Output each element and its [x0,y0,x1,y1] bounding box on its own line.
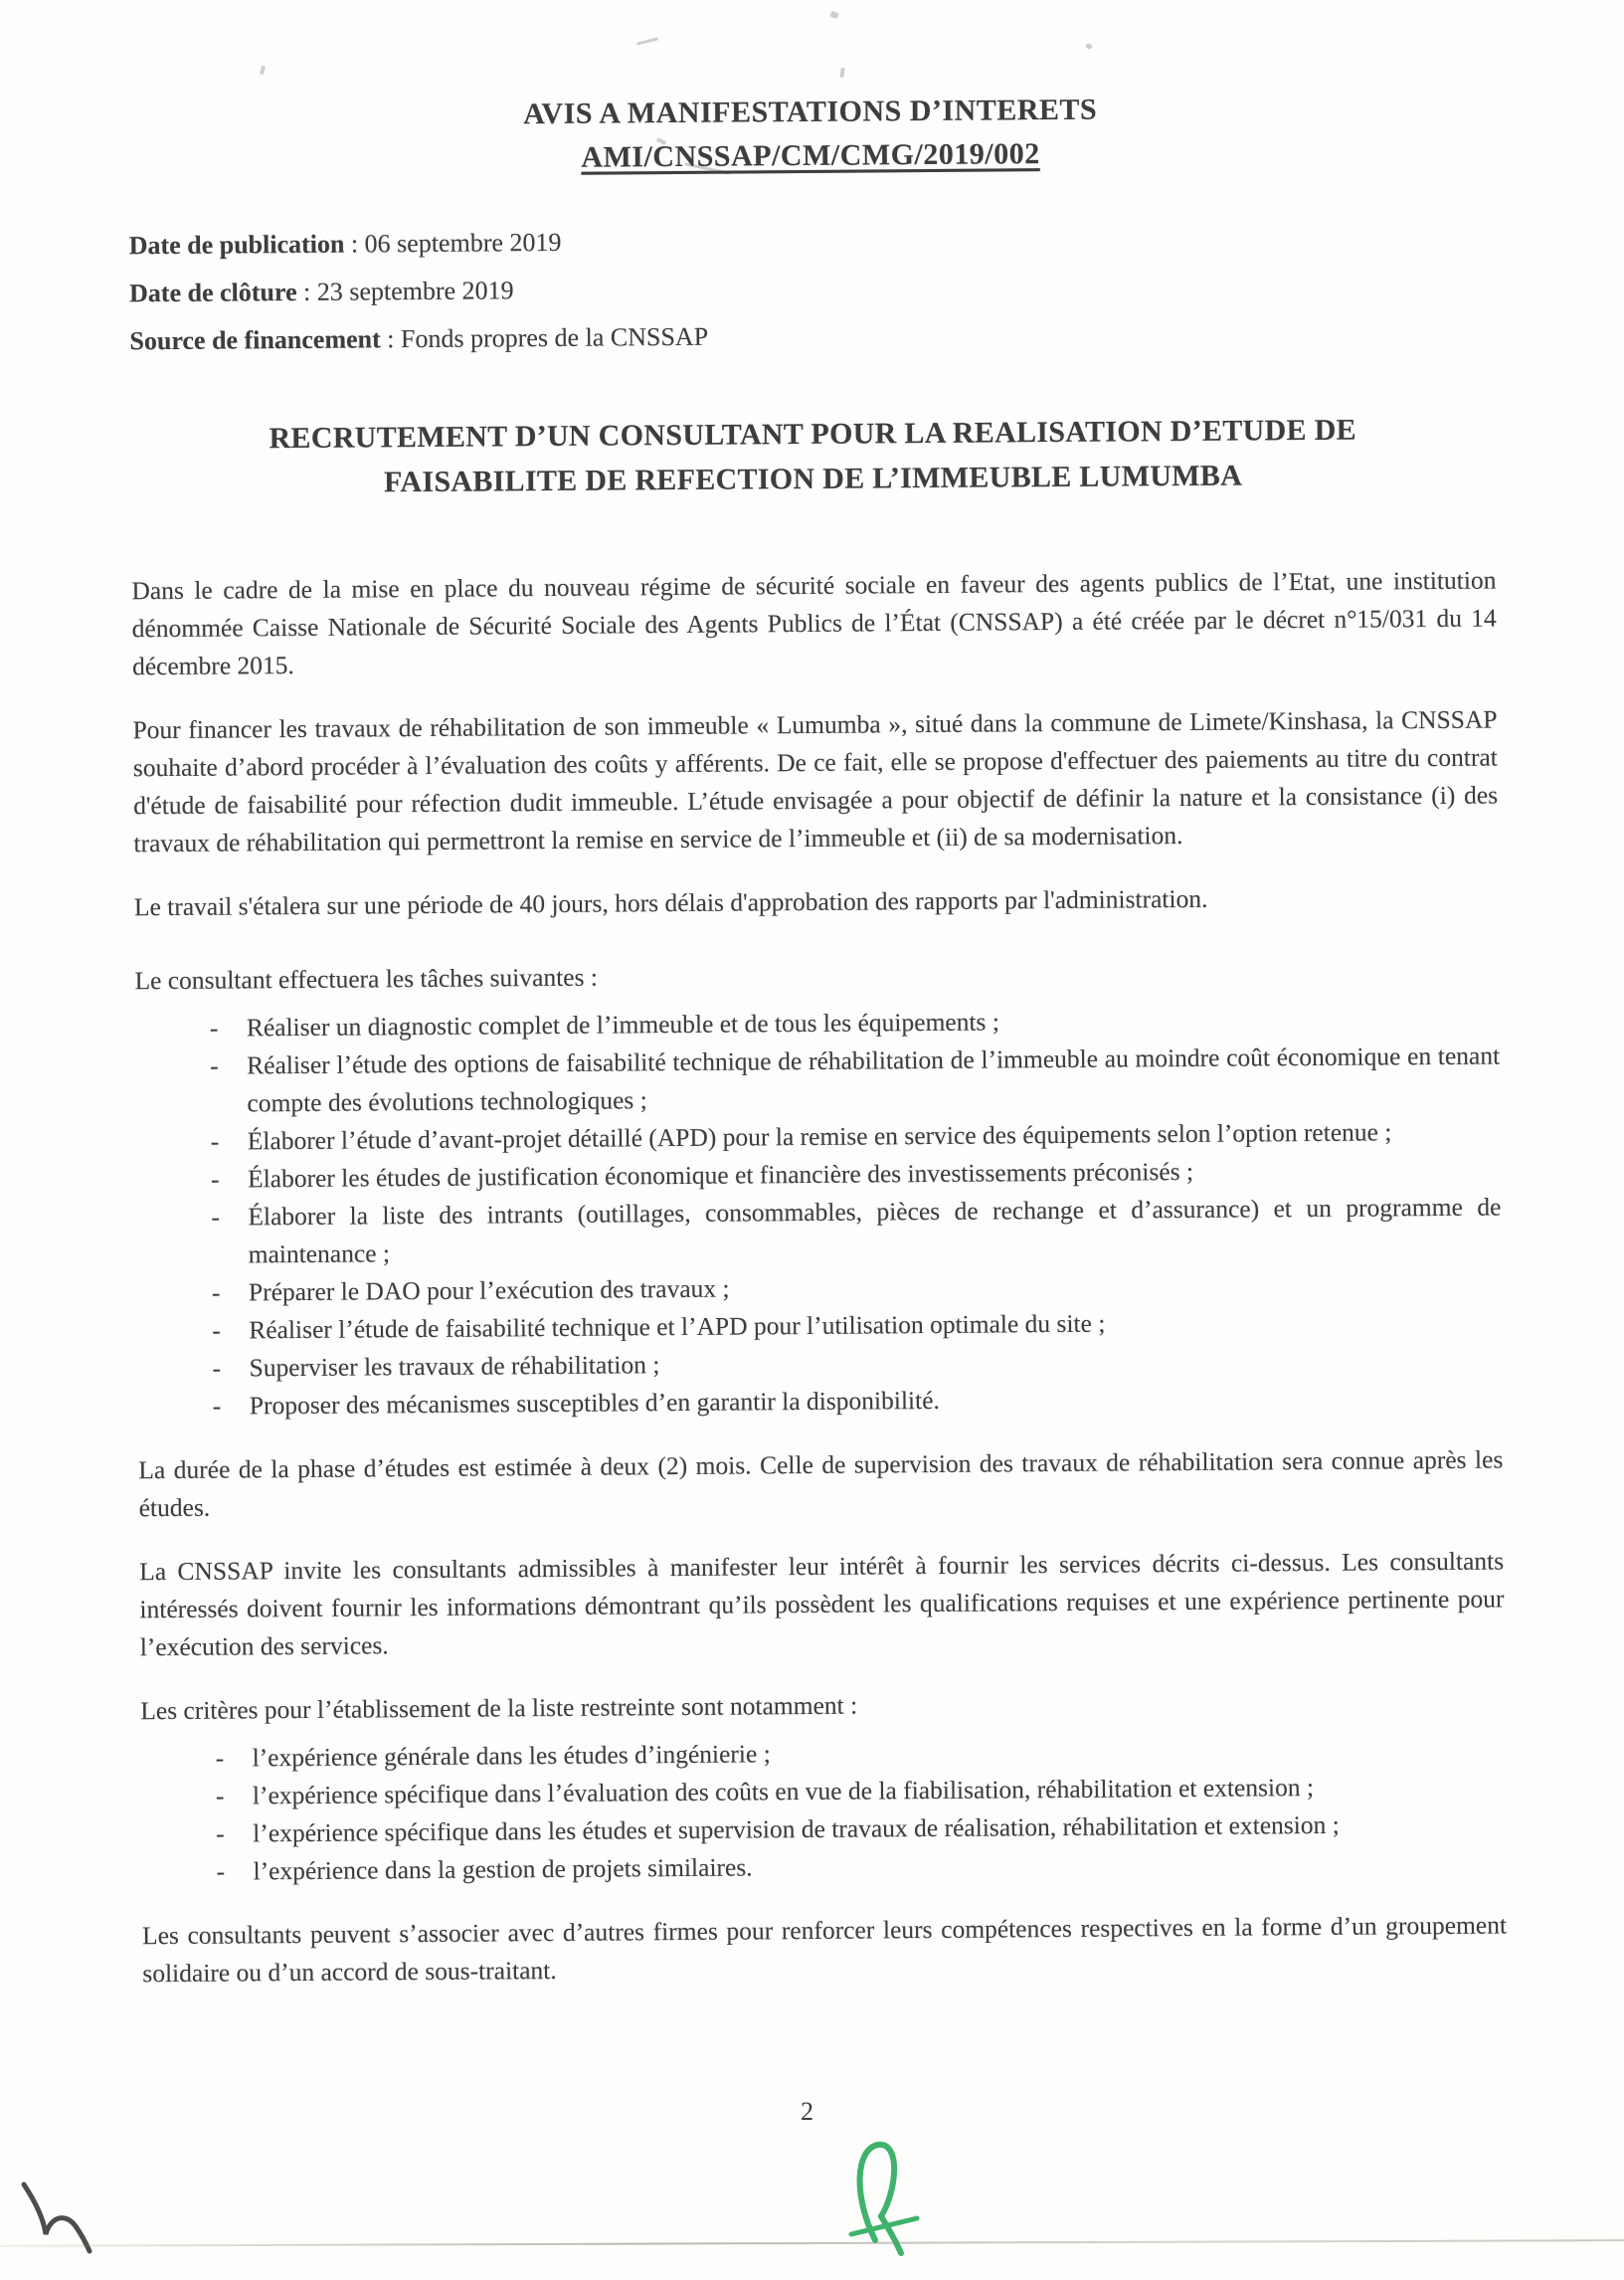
meta-separator: : [380,324,402,354]
task-item-text: Superviser les travaux de réhabilitation ; [249,1350,660,1383]
document-heading [130,407,1496,507]
document-content [128,86,1508,1994]
document-heading-line2: FAISABILITE DE REFECTION DE L’IMMEUBLE LUMUMBA [383,459,1243,499]
meta-separator: : [344,229,365,259]
task-list [135,1000,1503,1426]
meta-label-closing: Date de clôture [128,277,297,308]
scan-speckle [260,66,266,76]
document-heading-line1: RECRUTEMENT D’UN CONSULTANT POUR LA REALISATION D’ETUDE DE [269,413,1357,456]
page-number: 2 [801,2097,813,2126]
task-item [135,1038,1501,1124]
bullet-dash: - [216,1818,225,1848]
bullet-dash: - [215,1743,225,1773]
meta-value-closing: 23 septembre 2019 [316,276,514,306]
task-item-text: Réaliser l’étude de faisabilité technique et l’APD pour l’utilisation optimale du site ; [249,1308,1106,1345]
paragraph-tasks-intro: Le consultant effectuera les tâches suivantes : [134,962,599,996]
paragraph-intro: Dans le cadre de la mise en place du nouveau régime de sécurité sociale en faveur des agents publics de l’Etat, une institution dénommée Caisse Nationale de Sécurité Sociale des Agents Publics de l’État (CNSSAP) a été créée par le décret n°15/031 du 14 décembre 2015. [131,565,1497,681]
scan-speckle [829,11,839,19]
bullet-dash: - [210,1050,219,1080]
criteria-list [141,1729,1507,1891]
scan-speckle [1085,43,1093,50]
paragraph-association: Les consultants peuvent s’associer avec d’autres firmes pour renforcer leurs compétences respectives en la forme d’un groupement solidaire ou d’un accord de sous-traitant. [141,1910,1508,1989]
criteria-item-text: l’expérience spécifique dans l’évaluation des coûts en vue de la fiabilisation, réhabilitation et extension ; [252,1773,1315,1810]
meta-value-funding: Fonds propres de la CNSSAP [400,321,709,354]
green-pen-initial-signature-icon [843,2135,953,2259]
meta-block [129,219,1495,358]
document-reference: AMI/CNSSAP/CM/CMG/2019/002 [581,137,1040,174]
meta-value-publication: 06 septembre 2019 [364,227,562,259]
document-title-block [128,86,1494,184]
bullet-dash: - [216,1856,226,1886]
bullet-dash: - [209,1013,219,1043]
task-item-text: Élaborer les études de justification économique et financière des investissements préconisés ; [247,1156,1194,1194]
paragraph-study-phase: La durée de la phase d’études est estimée à deux (2) mois. Celle de supervision des travaux de réhabilitation sera connue après les études. [138,1444,1504,1523]
bullet-dash: - [212,1391,222,1421]
paragraph-duration-40-days: Le travail s'étalera sur une période de 40 jours, hors délais d'approbation des rapports par l'administration. [133,883,1208,922]
bullet-dash: - [210,1126,220,1156]
bullet-dash: - [211,1277,221,1307]
task-item-text: Préparer le DAO pour l’exécution des travaux ; [248,1273,730,1307]
dark-pen-squiggle-icon [18,2177,117,2266]
paragraph-invitation: La CNSSAP invite les consultants admissibles à manifester leur intérêt à fournir les services décrits ci-dessus. Les consultants intéressés doivent fournir les informations démontrant qu’ils possèdent les qualifications requises et une expérience pertinente pour l’exécution des services. [139,1546,1505,1662]
document-title: AVIS A MANIFESTATIONS D’INTERETS [523,93,1098,131]
task-item-text: Réaliser l’étude des options de faisabilité technique de réhabilitation de l’immeuble au moindre coût économique en tenant compte des évolutions technologiques ; [247,1041,1501,1118]
bullet-dash: - [210,1164,220,1194]
meta-separator: : [296,277,317,306]
criteria-item-text: l’expérience spécifique dans les études et supervision de travaux de réalisation, réhabilitation et extension ; [253,1809,1340,1848]
bullet-dash: - [212,1353,222,1383]
task-item-text: Élaborer la liste des intrants (outillages, consommables, pièces de rechange et d’assurance) et un programme de maintenance ; [248,1192,1502,1269]
task-item [136,1189,1502,1275]
bullet-dash: - [212,1315,221,1345]
meta-row-funding-source [129,314,1494,358]
task-item-text: Réaliser un diagnostic complet de l’immeuble et de tous les équipements ; [246,1007,1000,1043]
task-item-text: Élaborer l’étude d’avant-projet détaillé (APD) pour la remise en service des équipements selon l’option retenue ; [247,1117,1392,1156]
criteria-item-text: l’expérience dans la gestion de projets similaires. [253,1852,753,1886]
task-item-text: Proposer des mécanismes susceptibles d’en garantir la disponibilité. [249,1385,940,1421]
paragraph-criteria-intro: Les critères pour l’établissement de la liste restreinte sont notamment : [140,1690,858,1726]
meta-row-publication-date [129,219,1494,263]
paragraph-financing: Pour financer les travaux de réhabilitation de son immeuble « Lumumba », situé dans la commune de Limete/Kinshasa, la CNSSAP souhaite d’abord procéder à l’évaluation des coûts y afférents. De ce fait, elle se propose d'effectuer des paiements au titre du contrat d'étude de faisabilité pour réfection dudit immeuble. L’étude envisagée a pour objectif de définir la nature et la consistance (i) des travaux de réhabilitation qui permettront la remise en service de l’immeuble et (ii) de sa modernisation. [132,704,1499,858]
bullet-dash: - [215,1781,225,1810]
criteria-item-text: l’expérience générale dans les études d’ingénierie ; [252,1739,771,1773]
scan-edge-line [0,2239,1624,2247]
meta-row-closing-date [129,267,1494,310]
bullet-dash: - [211,1202,220,1232]
meta-label-publication: Date de publication [128,229,345,261]
meta-label-funding: Source de financement [129,324,381,356]
scan-speckle [636,37,658,45]
scan-speckle [839,68,844,78]
